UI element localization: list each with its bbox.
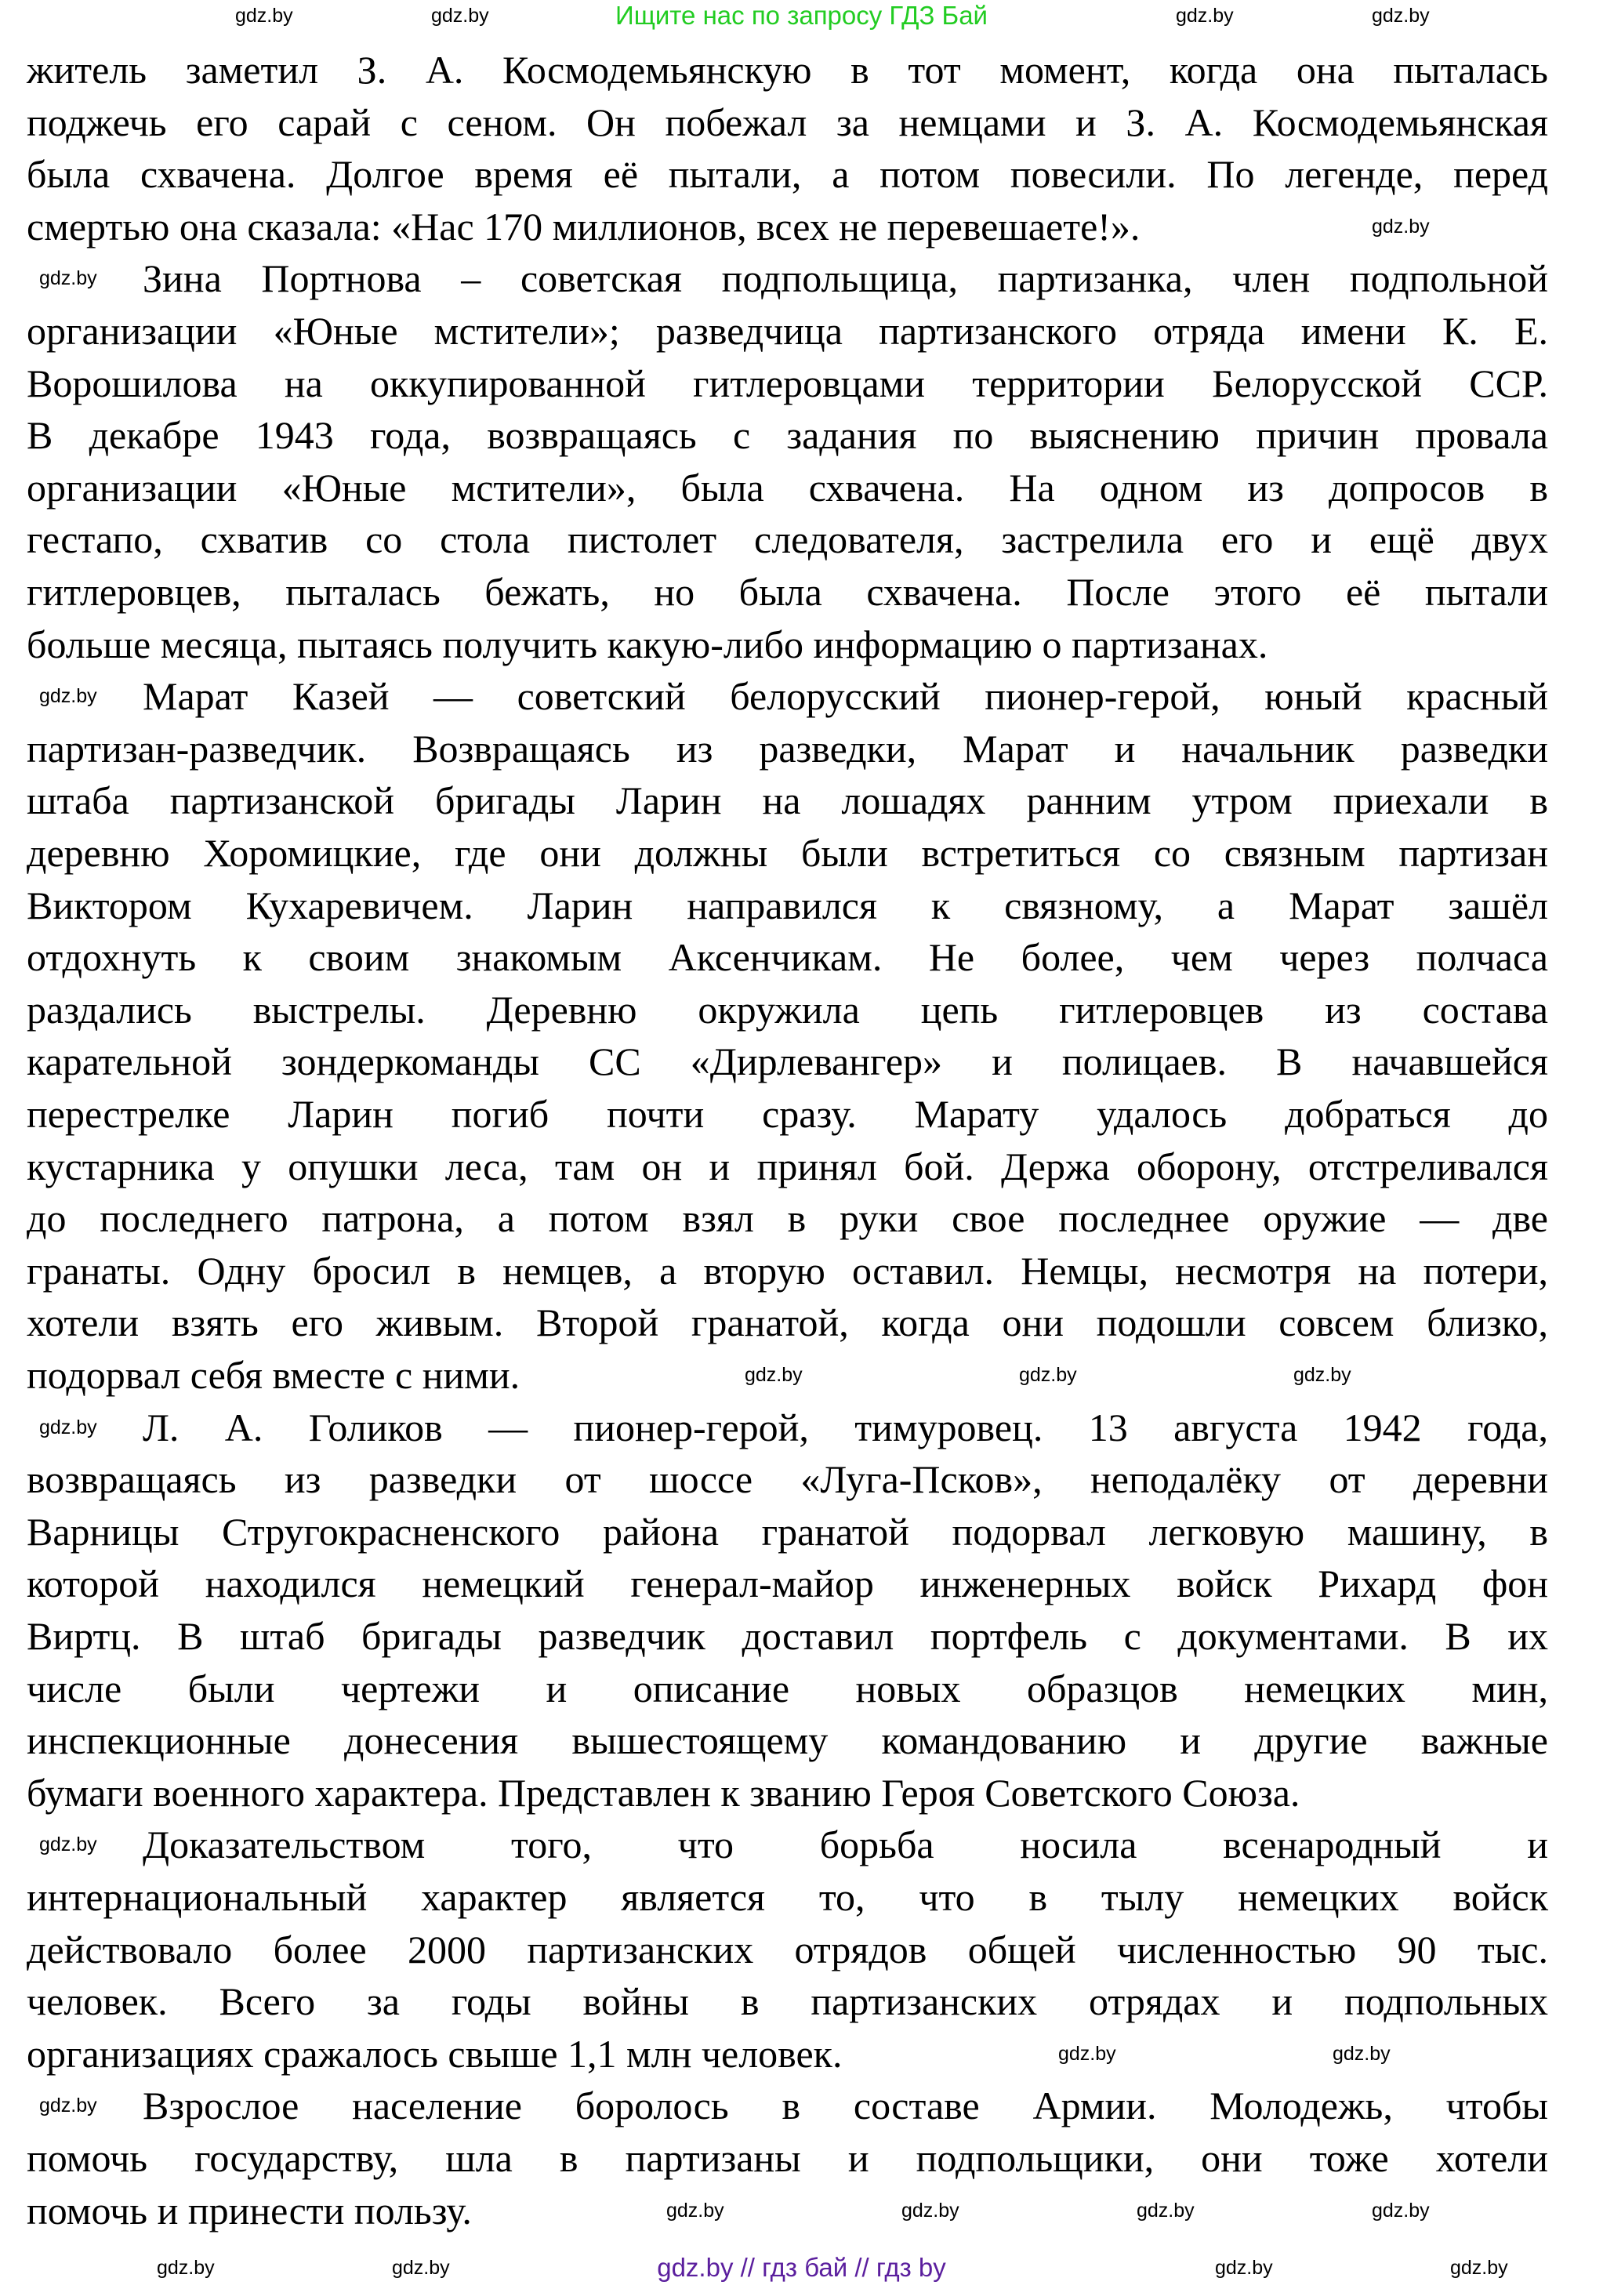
paragraph-first-line: Зина Портнова – советская подпольщица, партизанка, член подпольной	[143, 256, 1548, 301]
watermark: gdz.by	[1450, 2257, 1508, 2279]
watermark: gdz.by	[39, 2095, 97, 2117]
text-line: которой находился немецкий генерал-майор инженерных войск Рихард фон	[27, 1561, 1548, 1606]
text-line: кустарника у опушки леса, там он и принял бой. Держа оборону, отстреливался	[27, 1144, 1548, 1188]
text-line: организациях сражалось свыше 1,1 млн человек.	[27, 2031, 843, 2076]
text-line: Варницы Стругокрасненского района гранатой подорвал легковую машину, в	[27, 1509, 1548, 1554]
watermark: gdz.by	[235, 5, 293, 27]
text-line: поджечь его сарай с сеном. Он побежал за немцами и З. А. Космодемьянская	[27, 100, 1548, 144]
paragraph-first-line: Взрослое население боролось в составе Армии. Молодежь, чтобы	[143, 2084, 1548, 2128]
text-line: была схвачена. Долгое время её пытали, а потом повесили. По легенде, перед	[27, 152, 1548, 197]
text-line: Ворошилова на оккупированной гитлеровцами территории Белорусской ССР.	[27, 361, 1548, 405]
text-line: гитлеровцев, пыталась бежать, но была схвачена. После этого её пытали	[27, 570, 1548, 614]
text-line: помочь государству, шла в партизаны и подпольщики, они тоже хотели	[27, 2136, 1548, 2180]
watermark: gdz.by	[1058, 2042, 1116, 2065]
watermark: gdz.by	[1215, 2257, 1273, 2279]
text-line: житель заметил З. А. Космодемьянскую в тот момент, когда она пыталась	[27, 48, 1548, 92]
text-line: отдохнуть к своим знакомым Аксенчикам. Не более, чем через полчаса	[27, 935, 1548, 980]
text-line: бумаги военного характера. Представлен к званию Героя Советского Союза.	[27, 1770, 1300, 1815]
text-line: партизан-разведчик. Возвращаясь из разведки, Марат и начальник разведки	[27, 726, 1548, 771]
watermark: gdz.by	[39, 685, 97, 708]
text-line: человек. Всего за годы войны в партизанских отрядах и подпольных	[27, 1979, 1548, 2024]
text-line: перестрелке Ларин погиб почти сразу. Марату удалось добраться до	[27, 1092, 1548, 1136]
text-line: гранаты. Одну бросил в немцев, а вторую оставил. Немцы, несмотря на потери,	[27, 1248, 1548, 1293]
text-line: больше месяца, пытаясь получить какую-либо информацию о партизанах.	[27, 622, 1268, 666]
watermark: gdz.by	[901, 2199, 959, 2222]
text-line: смертью она сказала: «Нас 170 миллионов, всех не перевешаете!».	[27, 204, 1141, 248]
watermark: gdz.by	[157, 2257, 215, 2279]
text-line: карательной зондеркоманды СС «Дирлевангер» и полицаев. В начавшейся	[27, 1039, 1548, 1084]
text-line: Виртц. В штаб бригады разведчик доставил портфель с документами. В их	[27, 1614, 1548, 1658]
watermark: gdz.by	[1372, 215, 1430, 238]
paragraph-first-line: Л. А. Голиков — пионер-герой, тимуровец. 13 августа 1942 года,	[143, 1405, 1548, 1449]
paragraph-first-line: Доказательством того, что борьба носила всенародный и	[143, 1823, 1548, 1867]
text-line: помочь и принести пользу.	[27, 2188, 472, 2233]
watermark: gdz.by	[1333, 2042, 1391, 2065]
text-line: раздались выстрелы. Деревню окружила цепь гитлеровцев из состава	[27, 987, 1548, 1032]
text-line: штаба партизанской бригады Ларин на лошадях ранним утром приехали в	[27, 778, 1548, 823]
watermark: gdz.by	[392, 2257, 450, 2279]
text-line: числе были чертежи и описание новых образцов немецких мин,	[27, 1666, 1548, 1710]
text-line: Виктором Кухаревичем. Ларин направился к связному, а Марат зашёл	[27, 883, 1548, 927]
text-line: деревню Хоромицкие, где они должны были встретиться со связным партизан	[27, 831, 1548, 875]
text-line: действовало более 2000 партизанских отрядов общей численностью 90 тыс.	[27, 1927, 1548, 1971]
watermark: gdz.by	[431, 5, 489, 27]
watermark: gdz.by	[39, 267, 97, 290]
watermark: gdz.by	[1137, 2199, 1195, 2222]
text-line: инспекционные донесения вышестоящему командованию и другие важные	[27, 1718, 1548, 1763]
text-line: до последнего патрона, а потом взял в руки свое последнее оружие — две	[27, 1196, 1548, 1241]
footer-watermark: gdz.by // гдз бай // гдз by	[657, 2253, 946, 2282]
text-line: организации «Юные мстители»; разведчица партизанского отряда имени К. Е.	[27, 309, 1548, 353]
watermark: gdz.by	[745, 1364, 803, 1386]
watermark: gdz.by	[1176, 5, 1234, 27]
watermark: gdz.by	[1372, 5, 1430, 27]
search-banner: Ищите нас по запросу ГДЗ Бай	[615, 1, 988, 30]
watermark: gdz.by	[1293, 1364, 1351, 1386]
watermark: gdz.by	[1372, 2199, 1430, 2222]
watermark: gdz.by	[666, 2199, 724, 2222]
watermark: gdz.by	[1019, 1364, 1077, 1386]
text-line: хотели взять его живым. Второй гранатой, когда они подошли совсем близко,	[27, 1300, 1548, 1345]
text-line: гестапо, схватив со стола пистолет следователя, застрелила его и ещё двух	[27, 517, 1548, 562]
text-line: интернациональный характер является то, что в тылу немецких войск	[27, 1875, 1548, 1919]
watermark: gdz.by	[39, 1834, 97, 1856]
watermark: gdz.by	[39, 1416, 97, 1438]
text-line: возвращаясь из разведки от шоссе «Луга-Псков», неподалёку от деревни	[27, 1457, 1548, 1502]
text-line: организации «Юные мстители», была схвачена. На одном из допросов в	[27, 465, 1548, 510]
text-line: подорвал себя вместе с ними.	[27, 1353, 520, 1397]
text-line: В декабре 1943 года, возвращаясь с задания по выяснению причин провала	[27, 413, 1548, 458]
paragraph-first-line: Марат Казей — советский белорусский пионер-герой, юный красный	[143, 674, 1548, 719]
